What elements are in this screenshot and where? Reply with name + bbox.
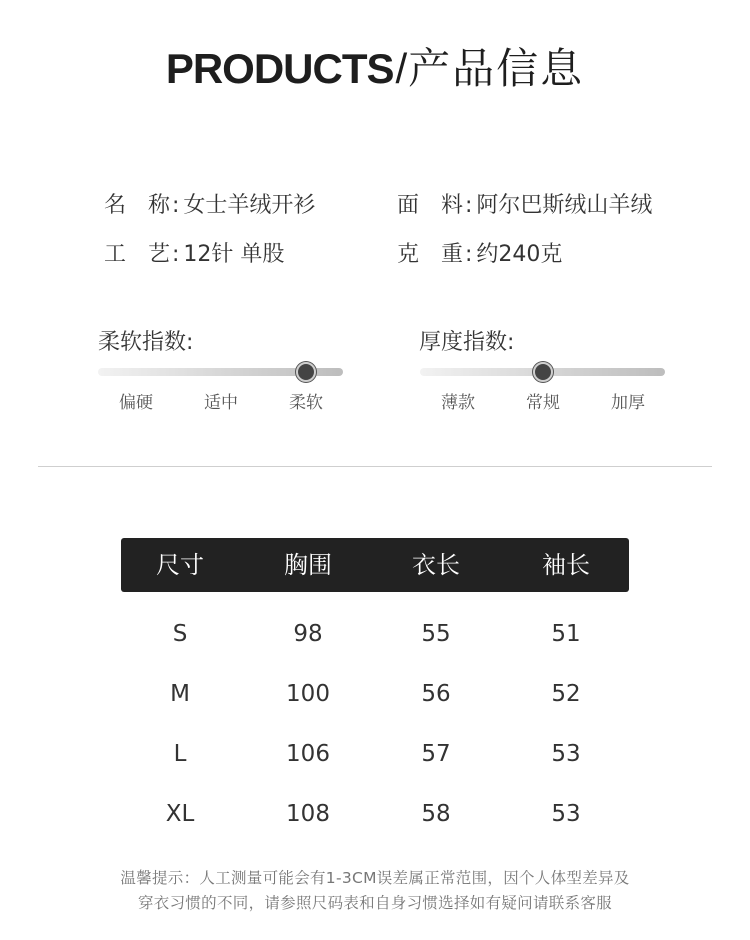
softness-tick-medium: 适中 bbox=[204, 393, 238, 413]
softness-knob bbox=[296, 362, 316, 382]
cell-length: 55 bbox=[421, 621, 451, 647]
info-weight: 克重: 约240克 bbox=[397, 237, 562, 268]
info-craft-label: 工艺 bbox=[104, 242, 170, 267]
thickness-tick-thin: 薄款 bbox=[441, 393, 475, 413]
header-length: 衣长 bbox=[412, 551, 460, 579]
cell-sleeve: 53 bbox=[551, 741, 581, 767]
info-name-label: 名称 bbox=[104, 193, 170, 218]
softness-label: 柔软指数: bbox=[98, 330, 194, 355]
thickness-label: 厚度指数: bbox=[419, 330, 515, 355]
info-craft: 工艺: 12针 单股 bbox=[104, 237, 284, 268]
info-fabric-value: 阿尔巴斯绒山羊绒 bbox=[476, 193, 653, 218]
size-note-line2: 穿衣习惯的不同，请参照尺码表和自身习惯选择如有疑问请联系客服 bbox=[137, 894, 612, 912]
softness-tick-hard: 偏硬 bbox=[119, 393, 153, 413]
size-note-line1: 温馨提示：人工测量可能会有1-3CM误差属正常范围，因个人体型差异及 bbox=[120, 869, 630, 887]
title-separator: / bbox=[395, 45, 407, 92]
info-fabric-label: 面料 bbox=[397, 193, 463, 218]
info-name-value: 女士羊绒开衫 bbox=[183, 193, 316, 218]
size-table-header bbox=[121, 538, 629, 592]
title-cn: 产品信息 bbox=[408, 45, 585, 92]
info-name: 名称: 女士羊绒开衫 bbox=[104, 188, 315, 219]
header-sleeve: 袖长 bbox=[542, 551, 590, 579]
cell-sleeve: 53 bbox=[551, 801, 581, 827]
cell-sleeve: 52 bbox=[551, 681, 581, 707]
section-divider bbox=[38, 466, 712, 467]
info-weight-value: 约240克 bbox=[476, 242, 563, 267]
cell-length: 58 bbox=[421, 801, 451, 827]
header-chest: 胸围 bbox=[284, 551, 332, 579]
info-weight-label: 克重 bbox=[397, 242, 463, 267]
thickness-tick-regular: 常规 bbox=[526, 393, 560, 413]
softness-tick-soft: 柔软 bbox=[289, 393, 323, 413]
cell-sleeve: 51 bbox=[551, 621, 581, 647]
thickness-tick-thick: 加厚 bbox=[611, 393, 645, 413]
cell-chest: 108 bbox=[286, 801, 330, 827]
info-fabric: 面料: 阿尔巴斯绒山羊绒 bbox=[397, 188, 652, 219]
cell-size: XL bbox=[165, 801, 195, 827]
cell-size: L bbox=[173, 741, 187, 767]
cell-length: 57 bbox=[421, 741, 451, 767]
cell-chest: 100 bbox=[286, 681, 330, 707]
thickness-knob bbox=[533, 362, 553, 382]
info-craft-value: 12针 单股 bbox=[183, 242, 285, 267]
cell-chest: 98 bbox=[293, 621, 323, 647]
title-en: PRODUCTS bbox=[165, 45, 394, 92]
header-size: 尺寸 bbox=[156, 551, 204, 579]
cell-chest: 106 bbox=[286, 741, 330, 767]
cell-length: 56 bbox=[421, 681, 451, 707]
cell-size: S bbox=[172, 621, 188, 647]
page-title bbox=[0, 36, 750, 96]
cell-size: M bbox=[170, 681, 190, 707]
